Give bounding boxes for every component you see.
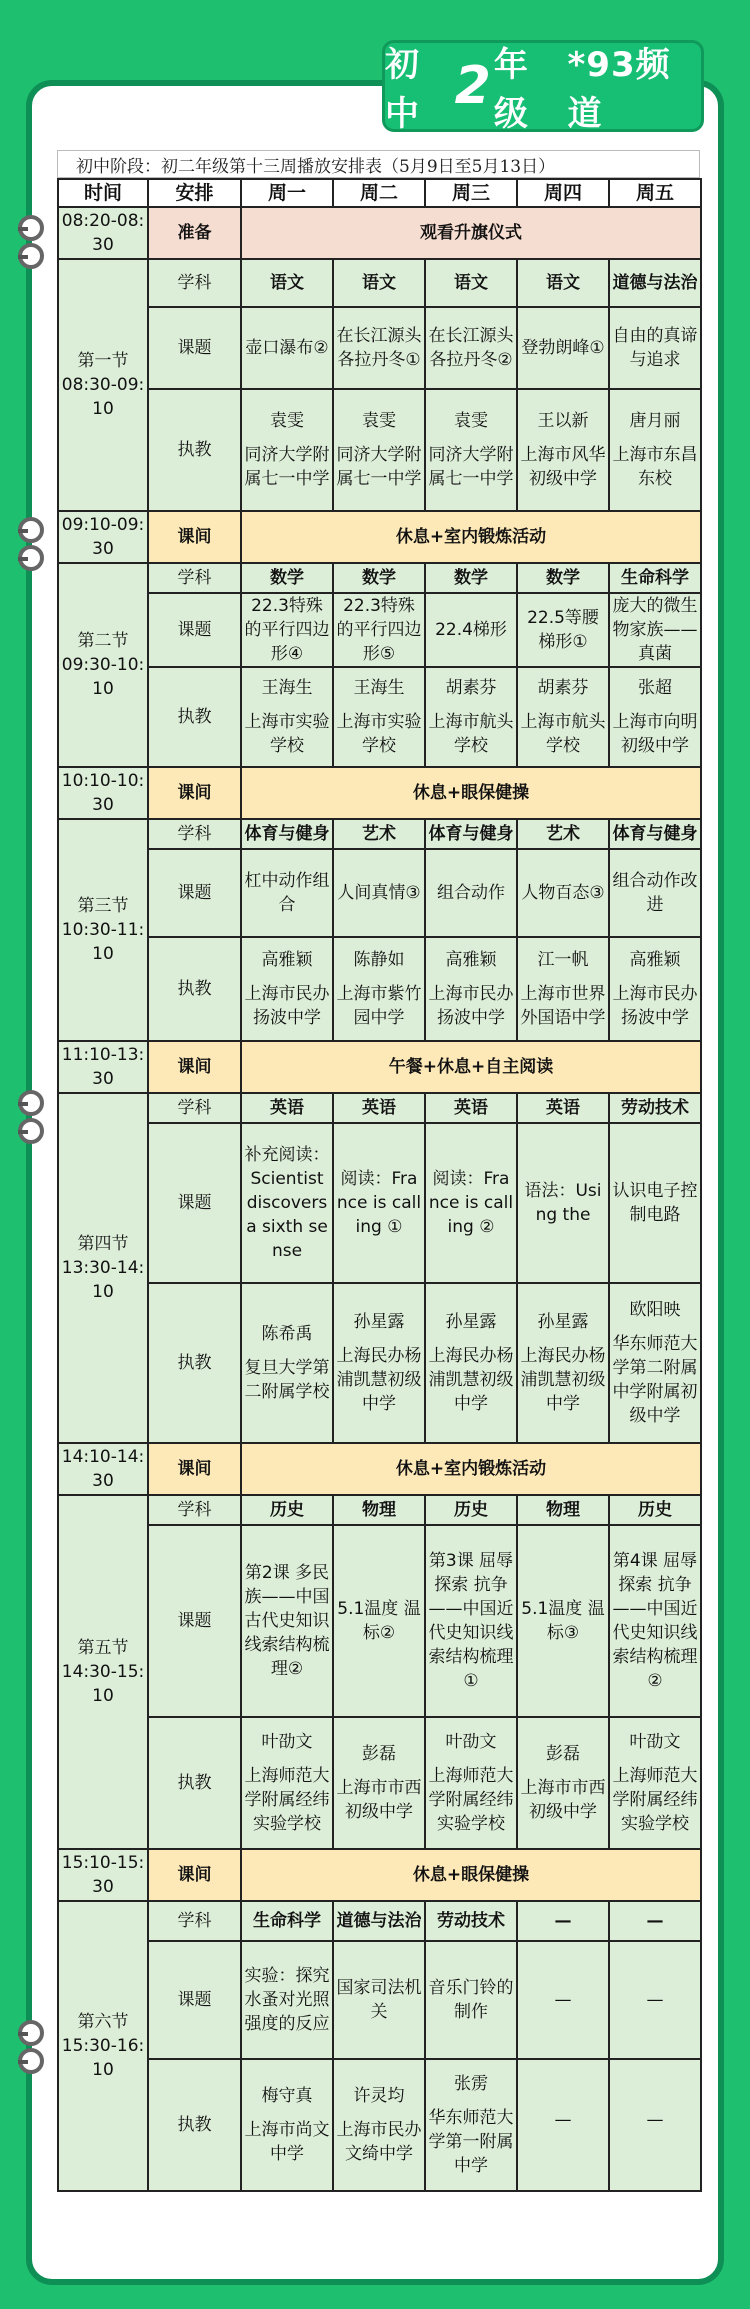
teacher-name: 张雳 — [454, 2074, 488, 2094]
teacher-name: 孙星露 — [445, 1312, 497, 1332]
binder-ring-icon — [18, 215, 44, 241]
subject-cell: 数学 — [241, 563, 333, 593]
teacher-cell — [425, 937, 517, 1041]
subject-cell: 英语 — [241, 1093, 333, 1123]
teacher-school: 上海市世界外国语中学 — [520, 984, 606, 1028]
teacher-cell — [609, 937, 701, 1041]
topic-cell: 阅读：France is calling ① — [333, 1123, 425, 1283]
row-label-teacher: 执教 — [148, 1283, 241, 1443]
topic-row — [58, 1941, 701, 2059]
teacher-school: 上海市民办扬波中学 — [244, 984, 330, 1028]
subject-cell: 数学 — [425, 563, 517, 593]
teacher-name: 高雅颖 — [261, 950, 313, 970]
slot-time: 08:20-08:30 — [58, 207, 148, 259]
topic-cell: 实验：探究水蚤对光照强度的反应 — [241, 1941, 333, 2059]
header-monday: 周一 — [241, 179, 333, 207]
teacher-row — [58, 389, 701, 511]
teacher-cell — [517, 389, 609, 511]
teacher-school: 上海市紫竹园中学 — [336, 984, 422, 1028]
slot-label: 课间 — [148, 1443, 241, 1495]
teacher-cell — [517, 1283, 609, 1443]
teacher-cell — [241, 1283, 333, 1443]
binder-ring-icon — [18, 545, 44, 571]
teacher-school: 上海市向明初级中学 — [612, 712, 698, 756]
teacher-school: 上海民办杨浦凯慧初级中学 — [336, 1346, 422, 1414]
teacher-cell — [241, 667, 333, 767]
row-label-topic: 课题 — [148, 1123, 241, 1283]
topic-cell: 22.5等腰梯形① — [517, 593, 609, 667]
binder-ring-icon — [18, 517, 44, 543]
teacher-name: 袁雯 — [454, 411, 488, 431]
teacher-school: 上海市风华初级中学 — [520, 445, 606, 489]
topic-cell: 人物百态③ — [517, 849, 609, 937]
row-label-teacher: 执教 — [148, 937, 241, 1041]
teacher-cell — [609, 2059, 701, 2191]
teacher-cell — [609, 1717, 701, 1849]
period-cell — [58, 563, 148, 767]
slot-activity: 休息+室内锻炼活动 — [241, 511, 701, 563]
teacher-name: 王以新 — [537, 411, 589, 431]
teacher-name: 张超 — [638, 678, 672, 698]
subject-row — [58, 1093, 701, 1123]
topic-cell: 自由的真谛与追求 — [609, 307, 701, 389]
binder-ring-icon — [18, 1090, 44, 1116]
subject-cell: 劳动技术 — [609, 1093, 701, 1123]
teacher-school: 上海师范大学附属经纬实验学校 — [612, 1766, 698, 1834]
subject-cell: — — [609, 1901, 701, 1941]
teacher-cell — [333, 389, 425, 511]
teacher-name: 彭磊 — [546, 1744, 580, 1764]
slot-time: 15:10-15:30 — [58, 1849, 148, 1901]
subject-cell: 语文 — [333, 259, 425, 307]
teacher-school: 上海市东昌东校 — [612, 445, 698, 489]
header-wednesday: 周三 — [425, 179, 517, 207]
row-label-teacher: 执教 — [148, 1717, 241, 1849]
slot-label: 课间 — [148, 767, 241, 819]
topic-cell: — — [609, 1941, 701, 2059]
banner-grade-digit: 2 — [454, 56, 492, 116]
teacher-row — [58, 2059, 701, 2191]
topic-cell: 第3课 屈辱 探索 抗争——中国近代史知识线索结构梳理① — [425, 1525, 517, 1717]
teacher-cell — [517, 937, 609, 1041]
topic-row — [58, 593, 701, 667]
row-label-topic: 课题 — [148, 1941, 241, 2059]
teacher-cell — [333, 2059, 425, 2191]
teacher-cell — [425, 667, 517, 767]
subject-cell: 语文 — [517, 259, 609, 307]
teacher-school: 华东师范大学第一附属中学 — [428, 2108, 514, 2176]
binder-ring-icon — [18, 1118, 44, 1144]
topic-cell: 壶口瀑布② — [241, 307, 333, 389]
b1-row — [58, 511, 701, 563]
teacher-school: 华东师范大学第二附属中学附属初级中学 — [612, 1334, 698, 1426]
row-label-teacher: 执教 — [148, 389, 241, 511]
period-time: 14:30-15:10 — [61, 1662, 145, 1706]
teacher-school: 上海民办杨浦凯慧初级中学 — [428, 1346, 514, 1414]
banner-channel: *93频道 — [567, 45, 671, 134]
channel-banner — [382, 40, 704, 132]
binder-ring-icon — [18, 2048, 44, 2074]
banner-pre: 初中 — [385, 45, 420, 134]
row-label-topic: 课题 — [148, 307, 241, 389]
teacher-school: 上海市市西初级中学 — [336, 1778, 422, 1822]
topic-cell: 在长江源头各拉丹冬② — [425, 307, 517, 389]
subject-cell: 数学 — [333, 563, 425, 593]
topic-cell: 在长江源头各拉丹冬① — [333, 307, 425, 389]
topic-cell: 22.4梯形 — [425, 593, 517, 667]
subject-cell: 物理 — [333, 1495, 425, 1525]
teacher-name: 叶劭文 — [261, 1732, 313, 1752]
teacher-school: 上海市航头学校 — [428, 712, 514, 756]
slot-time: 09:10-09:30 — [58, 511, 148, 563]
slot-time: 14:10-14:30 — [58, 1443, 148, 1495]
b2-row — [58, 767, 701, 819]
subject-cell: 体育与健身 — [241, 819, 333, 849]
teacher-school: 同济大学附属七一中学 — [336, 445, 422, 489]
topic-cell: 语法：Using the — [517, 1123, 609, 1283]
teacher-cell — [425, 389, 517, 511]
teacher-name: — — [554, 2110, 572, 2130]
subject-cell: 历史 — [241, 1495, 333, 1525]
header-row — [58, 179, 701, 207]
teacher-school: 上海师范大学附属经纬实验学校 — [244, 1766, 330, 1834]
teacher-cell — [241, 1717, 333, 1849]
teacher-name: 胡素芬 — [537, 678, 589, 698]
teacher-school: 上海师范大学附属经纬实验学校 — [428, 1766, 514, 1834]
subject-cell: 英语 — [425, 1093, 517, 1123]
teacher-name: 叶劭文 — [445, 1732, 497, 1752]
teacher-cell — [609, 667, 701, 767]
slot-label: 课间 — [148, 1041, 241, 1093]
slot-time: 10:10-10:30 — [58, 767, 148, 819]
teacher-name: 许灵均 — [353, 2086, 405, 2106]
row-label-teacher: 执教 — [148, 667, 241, 767]
subject-cell: 生命科学 — [609, 563, 701, 593]
teacher-name: 胡素芬 — [445, 678, 497, 698]
row-label-topic: 课题 — [148, 849, 241, 937]
topic-cell: 5.1温度 温标③ — [517, 1525, 609, 1717]
period-name: 第六节 — [77, 2012, 129, 2032]
period-cell — [58, 1495, 148, 1849]
slot-label: 课间 — [148, 511, 241, 563]
period-cell — [58, 259, 148, 511]
teacher-school: 上海市民办文绮中学 — [336, 2120, 422, 2164]
teacher-name: 叶劭文 — [629, 1732, 681, 1752]
teacher-cell — [517, 2059, 609, 2191]
slot-label: 准备 — [148, 207, 241, 259]
teacher-name: 唐月丽 — [629, 411, 681, 431]
subject-cell: 劳动技术 — [425, 1901, 517, 1941]
row-label-subject: 学科 — [148, 1901, 241, 1941]
subject-row — [58, 819, 701, 849]
topic-cell: 登勃朗峰① — [517, 307, 609, 389]
period-time: 09:30-10:10 — [61, 655, 145, 699]
teacher-name: 欧阳映 — [629, 1300, 681, 1320]
prep-row — [58, 207, 701, 259]
row-label-topic: 课题 — [148, 1525, 241, 1717]
row-label-topic: 课题 — [148, 593, 241, 667]
teacher-cell — [609, 1283, 701, 1443]
topic-cell: 补充阅读：Scientist discovers a sixth sense — [241, 1123, 333, 1283]
subject-cell: — — [517, 1901, 609, 1941]
topic-row — [58, 1525, 701, 1717]
teacher-name: 袁雯 — [270, 411, 304, 431]
topic-cell: 22.3特殊的平行四边形⑤ — [333, 593, 425, 667]
teacher-row — [58, 667, 701, 767]
teacher-name: 王海生 — [353, 678, 405, 698]
teacher-name: 高雅颖 — [445, 950, 497, 970]
teacher-school: 复旦大学第二附属学校 — [244, 1358, 330, 1402]
subject-cell: 历史 — [425, 1495, 517, 1525]
period-time: 15:30-16:10 — [61, 2036, 145, 2080]
teacher-school: 同济大学附属七一中学 — [428, 445, 514, 489]
period-name: 第五节 — [77, 1638, 129, 1658]
teacher-cell — [425, 1717, 517, 1849]
period-cell — [58, 1901, 148, 2191]
topic-cell: 阅读：France is calling ② — [425, 1123, 517, 1283]
teacher-cell — [425, 1283, 517, 1443]
teacher-name: 高雅颖 — [629, 950, 681, 970]
teacher-school: 上海市实验学校 — [244, 712, 330, 756]
subject-cell: 历史 — [609, 1495, 701, 1525]
teacher-cell — [425, 2059, 517, 2191]
subject-cell: 体育与健身 — [425, 819, 517, 849]
row-label-teacher: 执教 — [148, 2059, 241, 2191]
slot-activity: 休息+眼保健操 — [241, 1849, 701, 1901]
teacher-name: 孙星露 — [537, 1312, 589, 1332]
subject-cell: 英语 — [517, 1093, 609, 1123]
period-cell — [58, 1093, 148, 1443]
topic-row — [58, 849, 701, 937]
teacher-cell — [241, 389, 333, 511]
period-name: 第二节 — [77, 631, 129, 651]
period-time: 10:30-11:10 — [61, 920, 145, 964]
binder-ring-icon — [18, 243, 44, 269]
subject-cell: 语文 — [425, 259, 517, 307]
teacher-cell — [333, 937, 425, 1041]
teacher-school: 上海民办杨浦凯慧初级中学 — [520, 1346, 606, 1414]
subject-row — [58, 563, 701, 593]
binder-ring-icon — [18, 2020, 44, 2046]
slot-activity: 休息+眼保健操 — [241, 767, 701, 819]
teacher-school: 上海市实验学校 — [336, 712, 422, 756]
period-cell — [58, 819, 148, 1041]
period-time: 08:30-09:10 — [61, 375, 145, 419]
topic-row — [58, 1123, 701, 1283]
topic-cell: 组合动作改进 — [609, 849, 701, 937]
b5-row — [58, 1849, 701, 1901]
topic-cell: 认识电子控制电路 — [609, 1123, 701, 1283]
header-tuesday: 周二 — [333, 179, 425, 207]
teacher-school: 上海市航头学校 — [520, 712, 606, 756]
teacher-row — [58, 1717, 701, 1849]
topic-cell: 5.1温度 温标② — [333, 1525, 425, 1717]
teacher-school: 上海市民办扬波中学 — [428, 984, 514, 1028]
row-label-subject: 学科 — [148, 259, 241, 307]
subject-cell: 道德与法治 — [333, 1901, 425, 1941]
row-label-subject: 学科 — [148, 563, 241, 593]
subject-cell: 语文 — [241, 259, 333, 307]
teacher-name: 梅守真 — [261, 2086, 313, 2106]
subject-cell: 艺术 — [333, 819, 425, 849]
header-time: 时间 — [58, 179, 148, 207]
schedule-table — [57, 178, 702, 2192]
teacher-cell — [333, 1283, 425, 1443]
topic-cell: 庞大的微生物家族——真菌 — [609, 593, 701, 667]
teacher-name: — — [646, 2110, 664, 2130]
topic-cell: 音乐门铃的制作 — [425, 1941, 517, 2059]
teacher-cell — [241, 2059, 333, 2191]
topic-cell: 第4课 屈辱 探索 抗争——中国近代史知识线索结构梳理② — [609, 1525, 701, 1717]
teacher-school: 同济大学附属七一中学 — [244, 445, 330, 489]
slot-time: 11:10-13:30 — [58, 1041, 148, 1093]
teacher-name: 陈静如 — [353, 950, 405, 970]
period-time: 13:30-14:10 — [61, 1258, 145, 1302]
teacher-name: 彭磊 — [362, 1744, 396, 1764]
header-arrangement: 安排 — [148, 179, 241, 207]
period-name: 第三节 — [77, 896, 129, 916]
header-thursday: 周四 — [517, 179, 609, 207]
b3-row — [58, 1041, 701, 1093]
subject-cell: 生命科学 — [241, 1901, 333, 1941]
teacher-name: 孙星露 — [353, 1312, 405, 1332]
teacher-name: 袁雯 — [362, 411, 396, 431]
topic-cell: 组合动作 — [425, 849, 517, 937]
teacher-row — [58, 937, 701, 1041]
teacher-cell — [609, 389, 701, 511]
topic-row — [58, 307, 701, 389]
subject-cell: 道德与法治 — [609, 259, 701, 307]
schedule-subtitle: 初中阶段：初二年级第十三周播放安排表（5月9日至5月13日） — [57, 150, 700, 178]
row-label-subject: 学科 — [148, 819, 241, 849]
subject-cell: 体育与健身 — [609, 819, 701, 849]
row-label-subject: 学科 — [148, 1495, 241, 1525]
subject-cell: 英语 — [333, 1093, 425, 1123]
topic-cell: — — [517, 1941, 609, 2059]
teacher-row — [58, 1283, 701, 1443]
subject-cell: 数学 — [517, 563, 609, 593]
teacher-name: 王海生 — [261, 678, 313, 698]
topic-cell: 22.3特殊的平行四边形④ — [241, 593, 333, 667]
teacher-school: 上海市民办扬波中学 — [612, 984, 698, 1028]
teacher-school: 上海市尚文中学 — [244, 2120, 330, 2164]
banner-post: 年级 — [493, 45, 529, 134]
b4-row — [58, 1443, 701, 1495]
teacher-cell — [241, 937, 333, 1041]
subject-row — [58, 1495, 701, 1525]
header-friday: 周五 — [609, 179, 701, 207]
teacher-cell — [333, 1717, 425, 1849]
slot-activity: 观看升旗仪式 — [241, 207, 701, 259]
teacher-name: 陈希禹 — [261, 1324, 313, 1344]
subject-row — [58, 259, 701, 307]
teacher-school: 上海市市西初级中学 — [520, 1778, 606, 1822]
teacher-name: 江一帆 — [537, 950, 589, 970]
topic-cell: 杠中动作组合 — [241, 849, 333, 937]
slot-label: 课间 — [148, 1849, 241, 1901]
topic-cell: 第2课 多民族——中国古代史知识线索结构梳理② — [241, 1525, 333, 1717]
teacher-cell — [333, 667, 425, 767]
subject-row — [58, 1901, 701, 1941]
subject-cell: 物理 — [517, 1495, 609, 1525]
subject-cell: 艺术 — [517, 819, 609, 849]
topic-cell: 人间真情③ — [333, 849, 425, 937]
teacher-cell — [517, 1717, 609, 1849]
period-name: 第一节 — [77, 351, 129, 371]
row-label-subject: 学科 — [148, 1093, 241, 1123]
period-name: 第四节 — [77, 1234, 129, 1254]
topic-cell: 国家司法机关 — [333, 1941, 425, 2059]
teacher-cell — [517, 667, 609, 767]
slot-activity: 午餐+休息+自主阅读 — [241, 1041, 701, 1093]
slot-activity: 休息+室内锻炼活动 — [241, 1443, 701, 1495]
